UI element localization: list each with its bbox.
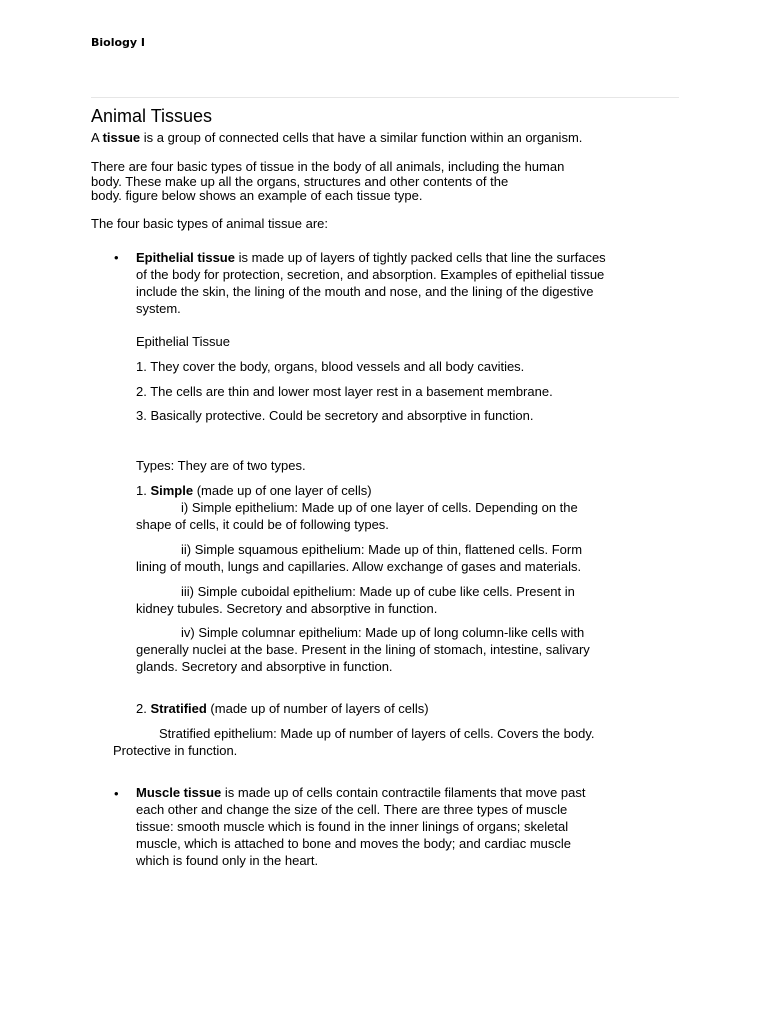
simple-item-first: ii) Simple squamous epithelium: Made up of thin, flattened cells. Form: [181, 542, 583, 557]
bullet-epithelial: •: [114, 250, 119, 265]
intro-term: tissue: [102, 130, 141, 145]
epithelial-line: of the body for protection, secretion, and absorption. Examples of epithelial tissue: [136, 267, 605, 282]
simple-rest: (made up of one layer of cells): [193, 483, 372, 498]
overview-line: body. figure below shows an example of each tissue type.: [91, 188, 423, 203]
muscle-term: Muscle tissue: [136, 785, 222, 800]
muscle-line: [136, 784, 585, 801]
epithelial-line-rest: is made up of layers of tightly packed cells that line the surfaces: [234, 250, 606, 265]
stratified-rest: (made up of number of layers of cells): [206, 701, 429, 716]
overview-line: There are four basic types of tissue in the body of all animals, including the human: [91, 159, 565, 174]
overview-line: body. These make up all the organs, structures and other contents of the: [91, 173, 509, 189]
epithelial-point: 1. They cover the body, organs, blood vessels and all body cavities.: [136, 359, 525, 374]
stratified-description: [113, 725, 594, 759]
epithelial-point: 2. The cells are thin and lower most layer rest in a basement membrane.: [136, 384, 553, 399]
simple-num: 1.: [136, 483, 151, 498]
intro-pre: A: [91, 130, 103, 145]
simple-item: [136, 624, 590, 675]
bullet-muscle: •: [114, 786, 119, 801]
simple-item-first: i) Simple epithelium: Made up of one layer of cells. Depending on the: [181, 500, 578, 515]
epithelial-line: [136, 249, 606, 266]
types-line: Types: They are of two types.: [136, 458, 306, 473]
stratified-desc-first: Stratified epithelium: Made up of number of layers of cells. Covers the body.: [159, 726, 595, 741]
simple-term: Simple: [150, 483, 194, 498]
simple-item-rest: lining of mouth, lungs and capillaries. Allow exchange of gases and materials.: [136, 559, 582, 574]
simple-item-rest: glands. Secretory and absorptive in function.: [136, 659, 393, 674]
epithelial-paragraph: [136, 249, 606, 317]
simple-item-rest: kidney tubules. Secretory and absorptive in function.: [136, 601, 438, 616]
simple-item-rest: shape of cells, it could be of following types.: [136, 517, 389, 532]
simple-item: [136, 499, 578, 533]
stratified-desc-rest: Protective in function.: [113, 743, 238, 758]
simple-item: [136, 541, 582, 575]
simple-item-rest: generally nuclei at the base. Present in the lining of stomach, intestine, salivary: [136, 642, 590, 657]
muscle-paragraph: [136, 784, 585, 869]
intro-post: is a group of connected cells that have a similar function within an organism.: [140, 130, 583, 145]
epithelial-subheading: Epithelial Tissue: [136, 334, 230, 349]
course-title: Biology I: [91, 36, 146, 49]
stratified-term: Stratified: [150, 701, 207, 716]
simple-item-first: iii) Simple cuboidal epithelium: Made up of cube like cells. Present in: [181, 584, 575, 599]
header-divider: [91, 97, 679, 98]
types-intro: The four basic types of animal tissue are:: [91, 216, 329, 231]
muscle-line: tissue: smooth muscle which is found in the inner linings of organs; skeletal: [136, 819, 569, 834]
muscle-line: which is found only in the heart.: [136, 853, 319, 868]
epithelial-term: Epithelial tissue: [136, 250, 235, 265]
muscle-line: each other and change the size of the cell. There are three types of muscle: [136, 802, 568, 817]
stratified-num: 2.: [136, 701, 151, 716]
epithelial-line: system.: [136, 301, 181, 316]
epithelial-line: include the skin, the lining of the mouth and nose, and the lining of the digestive: [136, 284, 594, 299]
muscle-line-rest: is made up of cells contain contractile filaments that move past: [221, 785, 586, 800]
simple-item-first: iv) Simple columnar epithelium: Made up of long column-like cells with: [181, 625, 585, 640]
epithelial-point: 3. Basically protective. Could be secretory and absorptive in function.: [136, 408, 534, 423]
intro-paragraph: [91, 131, 582, 146]
simple-heading: [136, 484, 372, 499]
muscle-line: muscle, which is attached to bone and moves the body; and cardiac muscle: [136, 836, 572, 851]
simple-item: [136, 583, 575, 617]
page-title: Animal Tissues: [91, 106, 213, 126]
overview-paragraph: [91, 160, 564, 204]
stratified-heading: [136, 702, 429, 717]
